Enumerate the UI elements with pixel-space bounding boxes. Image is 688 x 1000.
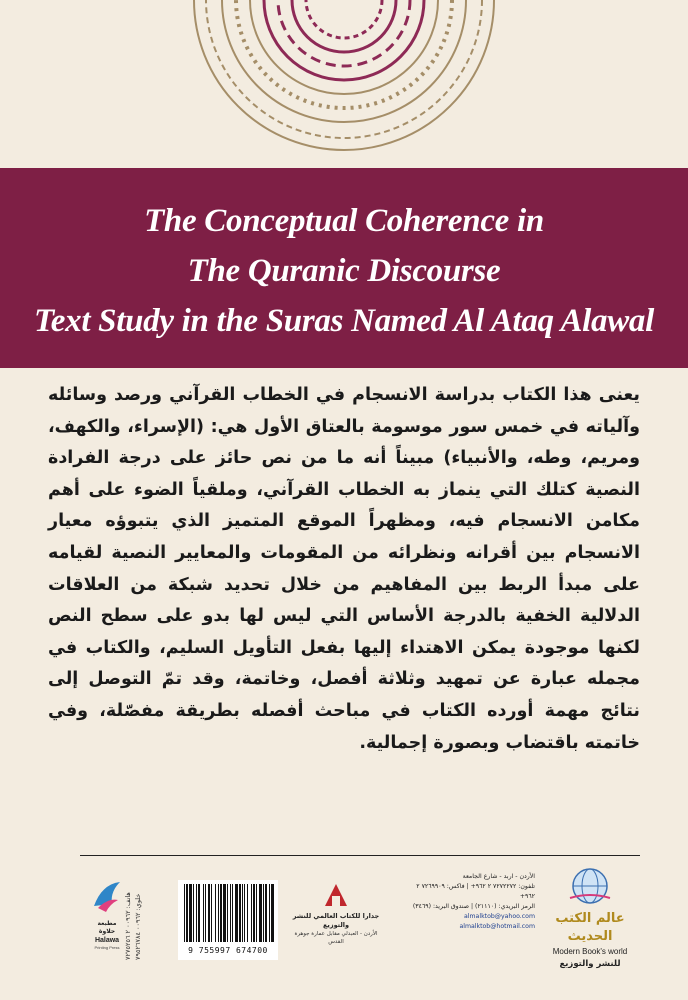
barcode-bar [218,884,219,942]
barcode-bar [247,884,248,942]
barcode-bar [256,884,257,942]
barcode-bar [203,884,204,942]
title-band [0,168,688,368]
printer-name-en-sub: Printing Press [94,945,120,950]
barcode-bar [196,884,197,942]
barcode-bar [211,884,212,942]
barcode-bar [251,884,252,942]
barcode-bar [263,884,264,942]
barcode-bar [253,884,255,942]
barcode-bar [271,884,274,942]
barcode-bar [205,884,206,942]
barcode-number: 9 755997 674700 [188,946,268,955]
barcode-bar [235,884,238,942]
printer-logo [90,876,124,950]
publisher-logo [540,866,640,976]
publisher-phone: تلفون: ٧٢٧٢٢٧٢ ٢ ٩٦٢+ | فاكس: ٧٢٦٩٩٠٩ ٢ ٩٦٢+ [416,883,535,900]
publisher-name-en: Modern Book's world [552,947,628,956]
publisher-postal: الرمز البريدي: (٢١١١٠) | صندوق البريد: (٣٤٦٩) [412,903,535,910]
publisher-name-ar: عالم الكتب الحديث [555,911,625,944]
barcode-bar [232,884,233,942]
barcode-bar [239,884,241,942]
barcode-bar [269,884,270,942]
distributor-block [292,880,380,945]
publisher-address: الأردن - اربد - شارع الجامعة [462,873,535,880]
title-line-1: The Conceptual Coherence in [144,203,544,239]
publisher-email-1[interactable]: almalktob@yahoo.com [464,913,535,920]
globe-icon [560,866,620,906]
title-line-2: The Quranic Discourse [187,253,501,289]
barcode-bar [193,884,194,942]
barcode-bar [215,884,216,942]
printer-name-ar: مطبعة حلاوة [97,920,117,935]
ornament-medallion [184,0,504,160]
barcode-bar [244,884,245,942]
barcode-bar [242,884,243,942]
distributor-name: جدارا للكتاب العالمي للنشر والتوزيع [292,912,380,929]
divider-line [80,855,640,856]
barcode-bar [220,884,222,942]
barcode-bar [198,884,200,942]
barcode-bar [227,884,228,942]
title-line-3: Text Study in the Suras Named Al Ataq Alawal [33,303,655,339]
printer-name-en: Halawa [94,937,120,944]
barcode-bar [184,884,185,942]
book-blurb: يعنى هذا الكتاب بدراسة الانسجام في الخطاب القرآني ورصد وسائله وآلياته في خمس سور موسومة بالعتاق الأول هي: (الإسراء، والكهف، ومريم، وطه، والأنبياء) مبيناً أنه ما من نص حائز على درجة الفرادة النصية كتلك التي ينماز به الخطاب القرآني، وملقياً الضوء على أهم مكامن الانسجام فيه، ومظهراً الموقع المتميز الذي يتبوؤه معيار الانسجام بين أقرانه ونظرائه من المقومات والمعايير النصية لقيامه على مبدأ الربط بين المفاهيم من خلال تحديد شبكة من العلاقات الدلالية الخفية بالدرجة الأساس التي ليس لها بدو على سطح النص لكنها موجودة يمكن الاهتداء إليها بفعل التأويل السليم، والكتاب في مجمله عبارة عن تمهيد وثلاثة أفصل، وخاتمة، وقد تمّ التوصل إلى نتائج مهمة أورده الكتاب في مباحث أفصله بطريقة مفصّلة، وفي خاتمته باقتضاب وبصورة إجمالية. [48,385,640,753]
barcode-bar [265,884,267,942]
barcode-bar [186,884,188,942]
barcode-bar [230,884,231,942]
publisher-tagline: للنشر والتوزيع [559,959,621,969]
isbn-barcode [178,880,278,960]
publisher-contacts [400,872,535,932]
barcode-bar [208,884,210,942]
barcode-bars [178,880,278,944]
barcode-bar [223,884,226,942]
bird-icon [90,876,124,916]
distributor-address: الأردن - العبدلي مقابل عمارة جوهرة القدس [294,931,378,945]
barcode-bar [189,884,192,942]
distributor-logo-icon [321,880,351,908]
barcode-bar [259,884,262,942]
publisher-email-2[interactable]: almalktob@hotmail.com [459,923,535,930]
printer-contact: هاتف: ٠٠٩٦٢ ٢ ٧٢٧٥٢٥٦ خلوي: ٠٠٩٦٢ ٧٩٥٢٦٧٨٤ [124,892,142,960]
